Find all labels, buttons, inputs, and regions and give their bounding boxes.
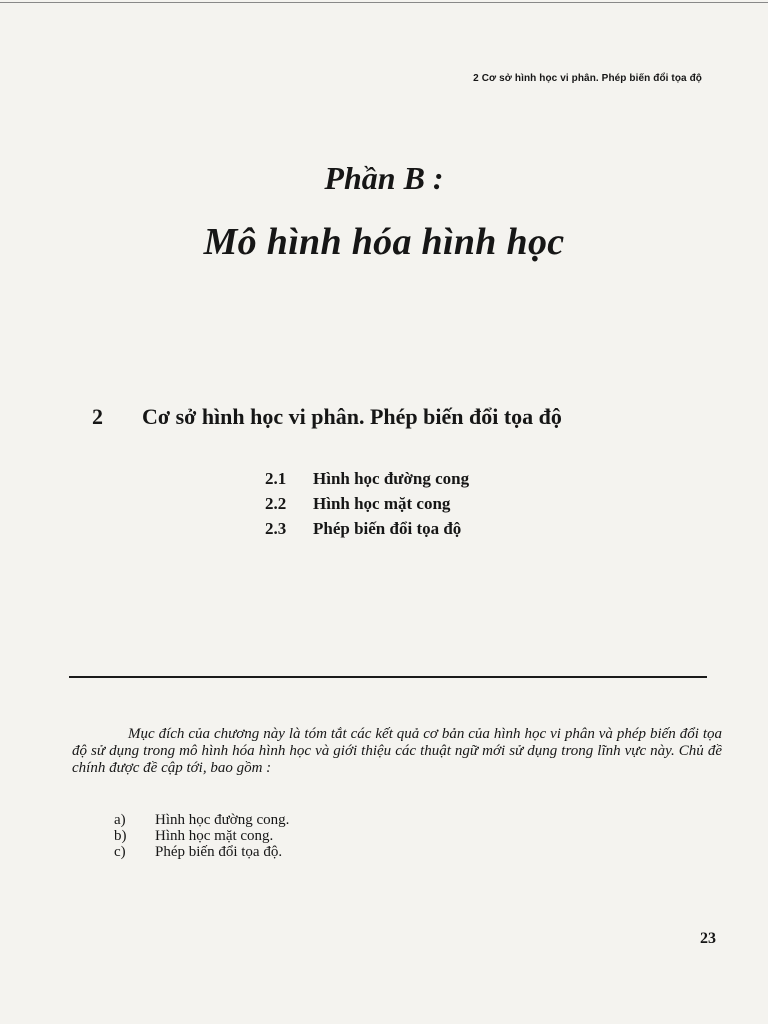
chapter-title: Cơ sở hình học vi phân. Phép biến đổi tọa độ (142, 404, 562, 429)
topic-list (114, 812, 289, 860)
toc-item-number: 2.2 (265, 494, 287, 513)
toc-item-title: Hình học mặt cong (313, 494, 451, 513)
page-number: 23 (700, 930, 716, 947)
section-divider (69, 676, 707, 678)
table-of-contents (265, 466, 469, 541)
chapter-heading (92, 404, 562, 430)
toc-item-number: 2.3 (265, 519, 287, 538)
topic-item (114, 844, 289, 860)
topic-text: Hình học mặt cong. (155, 828, 274, 844)
topic-marker: a) (114, 812, 126, 828)
topic-text: Hình học đường cong. (155, 812, 290, 828)
chapter-number: 2 (92, 404, 103, 429)
toc-item (265, 516, 469, 541)
part-title: Mô hình hóa hình học (203, 221, 565, 263)
topic-marker: c) (114, 844, 126, 860)
part-label: Phần B : (324, 160, 444, 196)
toc-item-title: Hình học đường cong (313, 469, 470, 488)
topic-item (114, 812, 289, 828)
topic-item (114, 828, 289, 844)
toc-item (265, 466, 469, 491)
running-header: 2 Cơ sở hình học vi phân. Phép biến đổi tọa độ (473, 73, 702, 84)
top-rule (0, 2, 768, 3)
toc-item-number: 2.1 (265, 469, 287, 488)
intro-paragraph: Mục đích của chương này là tóm tắt các kết quả cơ bản của hình học vi phân và phép biến đổi tọa độ sử dụng trong mô hình hóa hình học và giới thiệu các thuật ngữ mới sử dụng trong lĩnh vực này. Chủ đề chính được đề cập tới, bao gồm : (72, 726, 722, 776)
topic-text: Phép biến đổi tọa độ. (155, 844, 283, 860)
toc-item (265, 491, 469, 516)
topic-marker: b) (114, 828, 127, 844)
toc-item-title: Phép biến đổi tọa độ (313, 519, 462, 538)
